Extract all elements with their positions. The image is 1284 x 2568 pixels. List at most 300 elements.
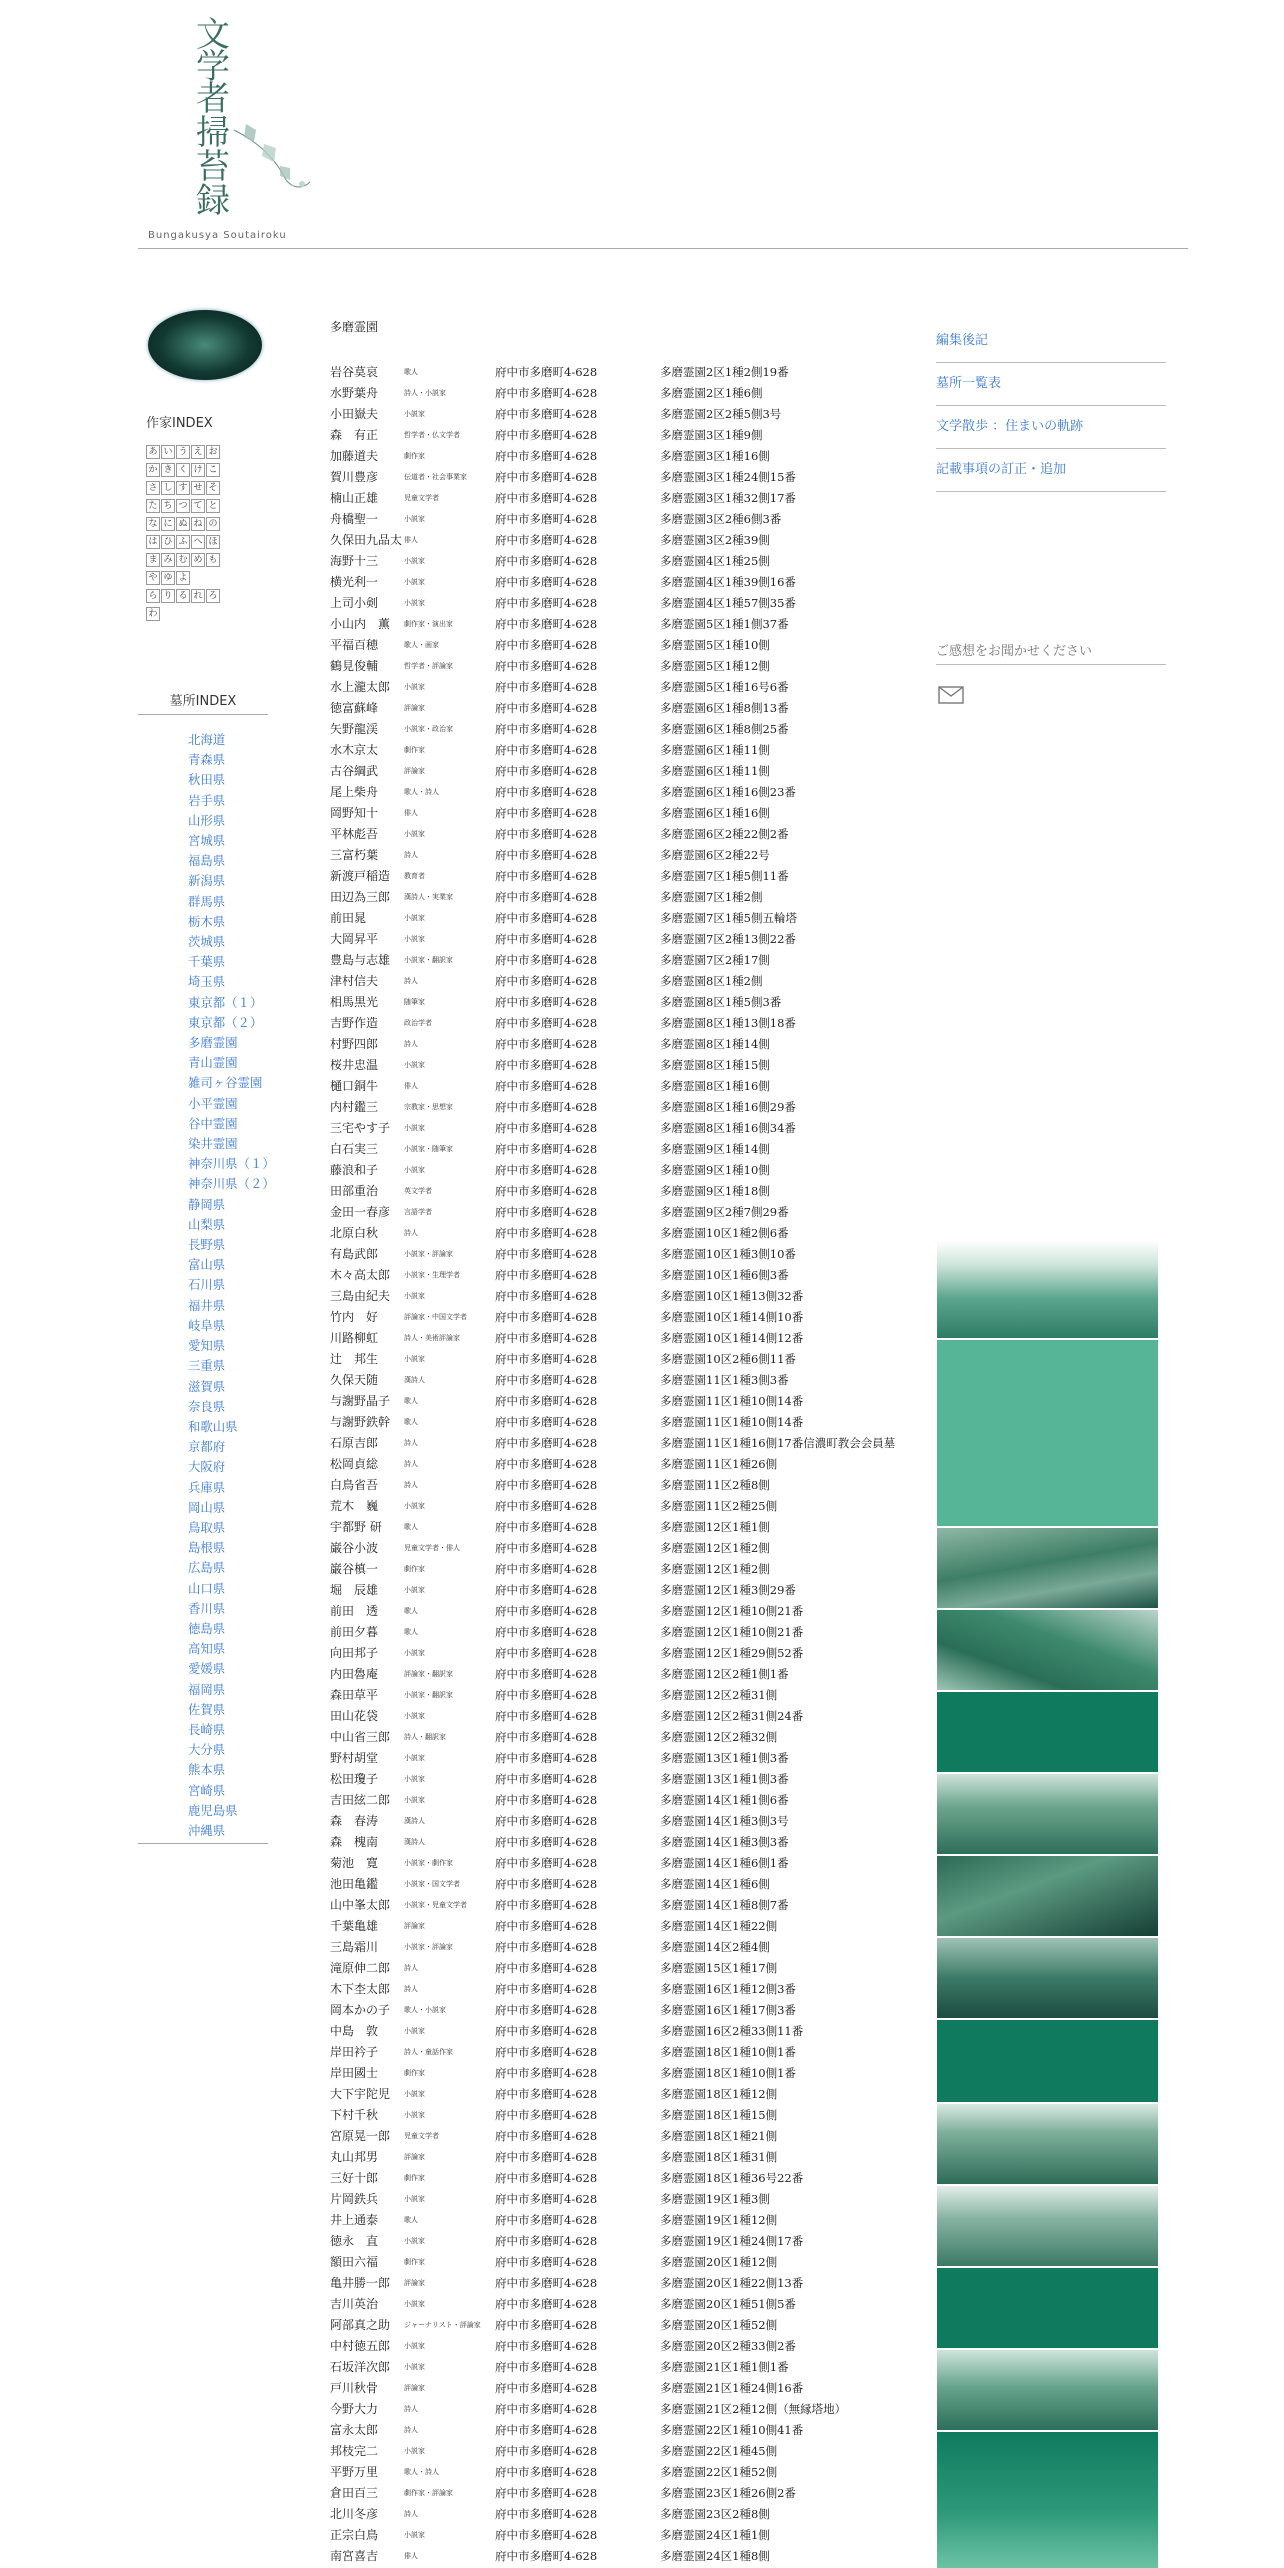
writer-occupation: 俳人: [404, 2552, 418, 2560]
writer-name-link[interactable]: 宇都野 研: [330, 1520, 382, 1534]
writer-name-link[interactable]: 前田夕暮: [330, 1625, 379, 1639]
grave-location: 多磨霊園10区1種14側10番: [660, 1310, 804, 1324]
prefecture-link[interactable]: 福岡県: [188, 1681, 226, 1697]
grave-address: 府中市多磨町4-628: [495, 2297, 598, 2311]
grave-address: 府中市多磨町4-628: [495, 1331, 598, 1345]
grave-location: 多磨霊園4区1種57側35番: [660, 596, 796, 610]
grave-location: 多磨霊園18区1種21側: [660, 2129, 778, 2143]
writer-name-link[interactable]: 荒木 巍: [330, 1499, 379, 1513]
writer-name-link[interactable]: 森 槐南: [330, 1835, 379, 1849]
writer-name-link[interactable]: 前田 透: [330, 1604, 379, 1618]
kana-index-link[interactable]: に: [161, 517, 175, 531]
prefecture-link[interactable]: 香川県: [188, 1600, 226, 1616]
kana-index-link[interactable]: お: [206, 445, 220, 459]
kana-index-link[interactable]: あ: [146, 445, 160, 459]
writer-name-link[interactable]: 樋口銅牛: [330, 1079, 379, 1093]
kana-index-link[interactable]: ね: [191, 517, 205, 531]
grave-address: 府中市多磨町4-628: [495, 2402, 598, 2416]
writer-name-link[interactable]: 戸川秋骨: [330, 2381, 379, 2395]
writer-name-link[interactable]: 岸田衿子: [330, 2045, 379, 2059]
writer-name-link[interactable]: 竹内 好: [330, 1310, 379, 1324]
writer-name-link[interactable]: 巌谷槙一: [330, 1562, 379, 1576]
writer-name-link[interactable]: 古谷綱武: [330, 764, 379, 778]
prefecture-link[interactable]: 千葉県: [188, 954, 226, 970]
kana-index-link[interactable]: ふ: [176, 535, 190, 549]
writer-name-link[interactable]: 村野四郎: [330, 1037, 379, 1051]
kana-row: [146, 499, 242, 513]
grave-location: 多磨霊園6区2種22号: [660, 848, 770, 862]
kana-index-link[interactable]: ら: [146, 589, 160, 603]
grave-address: 府中市多磨町4-628: [495, 1709, 598, 1723]
writer-name-link[interactable]: 小田嶽夫: [330, 407, 379, 421]
site-badge-image[interactable]: [148, 310, 262, 380]
grave-location: 多磨霊園21区2種12側（無縁塔地）: [660, 2402, 847, 2416]
writer-name-link[interactable]: 菊池 寛: [330, 1856, 379, 1870]
grave-location: 多磨霊園12区2種32側: [660, 1730, 778, 1744]
writer-occupation: 評論家: [404, 767, 425, 775]
writer-name-link[interactable]: 堀 辰雄: [330, 1583, 379, 1597]
tomb-index-divider: [138, 714, 268, 715]
kana-index-link[interactable]: み: [161, 553, 175, 567]
writer-name-link[interactable]: 木下杢太郎: [330, 1982, 391, 1996]
writer-occupation: 小説家: [404, 830, 425, 838]
kana-index-link[interactable]: し: [161, 481, 175, 495]
writer-name-link[interactable]: 久保田九品太: [330, 533, 403, 547]
writer-name-link[interactable]: 丸山邦男: [330, 2150, 379, 2164]
writer-name-link[interactable]: 大岡昇平: [330, 932, 379, 946]
kana-index-link[interactable]: へ: [191, 535, 205, 549]
writer-name-link[interactable]: 横光利一: [330, 575, 379, 589]
prefecture-link[interactable]: 和歌山県: [188, 1418, 238, 1434]
writer-name-link[interactable]: 桜井忠温: [330, 1058, 379, 1072]
writer-occupation: 歌人: [404, 1628, 418, 1636]
prefecture-link[interactable]: 奈良県: [188, 1398, 226, 1414]
writer-name-link[interactable]: 楠山正雄: [330, 491, 379, 505]
writer-name-link[interactable]: 井上通泰: [330, 2213, 379, 2227]
prefecture-link[interactable]: 多磨霊園: [188, 1035, 238, 1051]
kana-index-link[interactable]: よ: [176, 571, 190, 585]
writer-occupation: 小説家: [404, 2111, 425, 2119]
prefecture-link[interactable]: 京都府: [188, 1439, 226, 1455]
kana-index-link[interactable]: れ: [191, 589, 205, 603]
writer-name-link[interactable]: 津村信夫: [330, 974, 379, 988]
writer-name-link[interactable]: 水上瀧太郎: [330, 680, 391, 694]
grave-location: 多磨霊園14区2種4側: [660, 1940, 770, 1954]
prefecture-link[interactable]: 群馬県: [188, 893, 226, 909]
grave-address: 府中市多磨町4-628: [495, 1037, 598, 1051]
prefecture-link[interactable]: 小平霊園: [188, 1095, 238, 1111]
writer-name-link[interactable]: 海野十三: [330, 554, 379, 568]
writer-name-link[interactable]: 額田六福: [330, 2255, 379, 2269]
grave-address: 府中市多磨町4-628: [495, 617, 598, 631]
prefecture-link[interactable]: 東京都（２）: [188, 1014, 263, 1030]
writer-name-link[interactable]: 矢野龍渓: [330, 722, 379, 736]
writer-name-link[interactable]: 久保天随: [330, 1373, 379, 1387]
writer-name-link[interactable]: 野村胡堂: [330, 1751, 379, 1765]
prefecture-link[interactable]: 岩手県: [188, 792, 226, 808]
writer-occupation: 俳人: [404, 1082, 418, 1090]
grave-address: 府中市多磨町4-628: [495, 1562, 598, 1576]
grave-address: 府中市多磨町4-628: [495, 1226, 598, 1240]
prefecture-link[interactable]: 岡山県: [188, 1499, 226, 1515]
kana-index-link[interactable]: そ: [206, 481, 220, 495]
writer-occupation: 言語学者: [404, 1208, 432, 1216]
writer-name-link[interactable]: 南宮喜吉: [330, 2549, 379, 2563]
writer-occupation: 小説家: [404, 2090, 425, 2098]
writer-name-link[interactable]: 田山花袋: [330, 1709, 379, 1723]
writer-occupation: 小説家・評論家: [404, 1250, 453, 1258]
link-corrections[interactable]: 記載事項の訂正・追加: [936, 449, 1166, 492]
prefecture-link[interactable]: 鹿児島県: [188, 1802, 238, 1818]
grave-address: 府中市多磨町4-628: [495, 1856, 598, 1870]
writer-name-link[interactable]: 三好十郎: [330, 2171, 379, 2185]
writer-occupation: 小説家: [404, 1649, 425, 1657]
writer-name-link[interactable]: 平野万里: [330, 2465, 379, 2479]
writer-name-link[interactable]: 舟橋聖一: [330, 512, 379, 526]
writer-name-link[interactable]: 岩谷莫哀: [330, 365, 379, 379]
writer-name-link[interactable]: 田部重治: [330, 1184, 379, 1198]
kana-index-link[interactable]: む: [176, 553, 190, 567]
grave-address: 府中市多磨町4-628: [495, 1835, 598, 1849]
grave-location: 多磨霊園14区1種22側: [660, 1919, 778, 1933]
prefecture-link[interactable]: 青森県: [188, 752, 226, 768]
link-grave-list-table[interactable]: 墓所一覧表: [936, 363, 1166, 406]
grave-location: 多磨霊園9区1種10側: [660, 1163, 770, 1177]
kana-index-link[interactable]: え: [191, 445, 205, 459]
writer-name-link[interactable]: 三宅やす子: [330, 1121, 391, 1135]
accent-panel: [937, 1692, 1158, 1772]
kana-index-link[interactable]: せ: [191, 481, 205, 495]
grave-address: 府中市多磨町4-628: [495, 533, 598, 547]
writer-name-link[interactable]: 賀川豊彦: [330, 470, 379, 484]
prefecture-link[interactable]: 長崎県: [188, 1721, 226, 1737]
kana-index-link[interactable]: ゆ: [161, 571, 175, 585]
kana-index-link[interactable]: き: [161, 463, 175, 477]
grave-location: 多磨霊園8区1種16側29番: [660, 1100, 796, 1114]
grave-location: 多磨霊園20区1種22側13番: [660, 2276, 804, 2290]
writer-name-link[interactable]: 巌谷小波: [330, 1541, 379, 1555]
grave-location: 多磨霊園7区1種2側: [660, 890, 763, 904]
kana-index-link[interactable]: う: [176, 445, 190, 459]
prefecture-link[interactable]: 愛知県: [188, 1338, 226, 1354]
prefecture-link[interactable]: 徳島県: [188, 1620, 226, 1636]
writer-name-link[interactable]: 北原白秋: [330, 1226, 379, 1240]
kana-index-link[interactable]: ち: [161, 499, 175, 513]
site-logo[interactable]: [138, 15, 318, 241]
prefecture-link[interactable]: 滋賀県: [188, 1378, 226, 1394]
writer-name-link[interactable]: 大下宇陀児: [330, 2087, 391, 2101]
writer-name-link[interactable]: 三島由紀夫: [330, 1289, 391, 1303]
grave-address: 府中市多磨町4-628: [495, 2087, 598, 2101]
writer-name-link[interactable]: 向田邦子: [330, 1646, 379, 1660]
writer-name-link[interactable]: 藤浪和子: [330, 1163, 379, 1177]
prefecture-link[interactable]: 広島県: [188, 1560, 226, 1576]
writer-name-link[interactable]: 平福百穂: [330, 638, 379, 652]
writer-name-link[interactable]: 平林彪吾: [330, 827, 379, 841]
grave-address: 府中市多磨町4-628: [495, 1289, 598, 1303]
kana-index-link[interactable]: ろ: [206, 589, 220, 603]
writer-occupation: 評論家: [404, 2384, 425, 2392]
writer-name-link[interactable]: 今野大力: [330, 2402, 379, 2416]
prefecture-link[interactable]: 北海道: [188, 732, 226, 747]
grave-address: 府中市多磨町4-628: [495, 2171, 598, 2185]
writer-name-link[interactable]: 前田晁: [330, 911, 367, 925]
writer-name-link[interactable]: 中島 敦: [330, 2024, 379, 2038]
prefecture-link[interactable]: 静岡県: [188, 1196, 226, 1212]
grave-address: 府中市多磨町4-628: [495, 449, 598, 463]
prefecture-link[interactable]: 谷中霊園: [188, 1115, 238, 1131]
writer-name-link[interactable]: 鶴見俊輔: [330, 659, 379, 673]
grave-location: 多磨霊園8区1種16側: [660, 1079, 770, 1093]
writer-name-link[interactable]: 与謝野鉄幹: [330, 1415, 391, 1429]
grave-location: 多磨霊園12区2種31側24番: [660, 1709, 804, 1723]
grave-location: 多磨霊園5区1種1側37番: [660, 617, 789, 631]
prefecture-link[interactable]: 染井霊園: [188, 1136, 238, 1152]
writer-name-link[interactable]: 正宗白鳥: [330, 2528, 379, 2542]
grave-address: 府中市多磨町4-628: [495, 1751, 598, 1765]
prefecture-link[interactable]: 高知県: [188, 1641, 226, 1657]
writer-name-link[interactable]: 森 有正: [330, 428, 379, 442]
link-literary-walk[interactable]: 文学散歩 ：住まいの軌跡: [936, 406, 1166, 449]
prefecture-link[interactable]: 山口県: [188, 1580, 226, 1596]
prefecture-link[interactable]: 福井県: [188, 1297, 226, 1313]
kana-index-link[interactable]: め: [191, 553, 205, 567]
writer-name-link[interactable]: 小山内 薫: [330, 617, 391, 631]
writer-name-link[interactable]: 森田草平: [330, 1688, 379, 1702]
kana-index-link[interactable]: い: [161, 445, 175, 459]
writer-name-link[interactable]: 倉田百三: [330, 2486, 379, 2500]
writer-name-link[interactable]: 岡野知十: [330, 806, 379, 820]
grave-address: 府中市多磨町4-628: [495, 2213, 598, 2227]
writer-name-link[interactable]: 尾上柴舟: [330, 785, 379, 799]
writer-name-link[interactable]: 川路柳虹: [330, 1331, 379, 1345]
writer-name-link[interactable]: 豊島与志雄: [330, 953, 391, 967]
writer-name-link[interactable]: 石原吉郎: [330, 1436, 379, 1450]
prefecture-link[interactable]: 東京都（１）: [188, 994, 263, 1010]
kana-index-link[interactable]: ひ: [161, 535, 175, 549]
writer-name-link[interactable]: 中山省三郎: [330, 1730, 391, 1744]
prefecture-link[interactable]: 山形県: [188, 812, 226, 828]
kana-index-link[interactable]: ま: [146, 553, 160, 567]
writer-occupation: 小説家: [404, 599, 425, 607]
site-header: [138, 0, 1188, 250]
writer-name-link[interactable]: 徳永 直: [330, 2234, 379, 2248]
kana-index-link[interactable]: ほ: [206, 535, 220, 549]
grave-address: 府中市多磨町4-628: [495, 2150, 598, 2164]
grave-location: 多磨霊園7区2種17側: [660, 953, 770, 967]
grave-address: 府中市多磨町4-628: [495, 701, 598, 715]
writer-occupation: 漢詩人: [404, 1817, 425, 1825]
grave-address: 府中市多磨町4-628: [495, 1310, 598, 1324]
writer-occupation: 児童文学者・俳人: [404, 1544, 460, 1552]
prefecture-link[interactable]: 兵庫県: [188, 1479, 226, 1495]
kana-index-link[interactable]: つ: [176, 499, 190, 513]
grave-location: 多磨霊園12区1種2側: [660, 1541, 770, 1555]
kana-index-link[interactable]: と: [206, 499, 220, 513]
grave-location: 多磨霊園10区2種6側11番: [660, 1352, 796, 1366]
writer-name-link[interactable]: 松田瓊子: [330, 1772, 379, 1786]
prefecture-link[interactable]: 沖縄県: [188, 1822, 226, 1838]
writer-name-link[interactable]: 新渡戸稲造: [330, 869, 391, 883]
writer-name-link[interactable]: 亀井勝一郎: [330, 2276, 391, 2290]
writer-occupation: 漢詩人・実業家: [404, 893, 453, 901]
grave-location: 多磨霊園19区1種3側: [660, 2192, 770, 2206]
kana-index-link[interactable]: け: [191, 463, 205, 477]
prefecture-link[interactable]: 青山霊園: [188, 1055, 238, 1071]
writer-name-link[interactable]: 内田魯庵: [330, 1667, 379, 1681]
prefecture-link[interactable]: 三重県: [188, 1358, 226, 1374]
kana-index-link[interactable]: こ: [206, 463, 220, 477]
writer-name-link[interactable]: 片岡鉄兵: [330, 2192, 379, 2206]
writer-occupation: 小説家: [404, 2447, 425, 2455]
prefecture-link[interactable]: 鳥取県: [188, 1519, 226, 1535]
link-editors-note[interactable]: 編集後記: [936, 320, 1166, 363]
grave-address: 府中市多磨町4-628: [495, 1163, 598, 1177]
prefecture-link[interactable]: 宮城県: [188, 833, 226, 849]
prefecture-link[interactable]: 石川県: [188, 1277, 226, 1293]
kana-index-link[interactable]: て: [191, 499, 205, 513]
kana-index-link[interactable]: や: [146, 571, 160, 585]
writer-name-link[interactable]: 吉川英治: [330, 2297, 379, 2311]
writer-name-link[interactable]: 松岡貞総: [330, 1457, 379, 1471]
writer-name-link[interactable]: 宮原晃一郎: [330, 2129, 391, 2143]
writer-name-link[interactable]: 池田亀鑑: [330, 1877, 379, 1891]
grave-location: 多磨霊園19区1種24側17番: [660, 2234, 804, 2248]
grave-address: 府中市多磨町4-628: [495, 428, 598, 442]
prefecture-link[interactable]: 茨城県: [188, 934, 226, 950]
grave-address: 府中市多磨町4-628: [495, 2549, 598, 2563]
kana-row: [146, 481, 242, 495]
grave-location: 多磨霊園11区1種26側: [660, 1457, 778, 1471]
accent-panel: [937, 2432, 1158, 2568]
writer-occupation: 小説家・随筆家: [404, 1145, 453, 1153]
grave-location: 多磨霊園14区1種8側7番: [660, 1898, 789, 1912]
writer-name-link[interactable]: 水木京太: [330, 743, 379, 757]
kana-index-link[interactable]: す: [176, 481, 190, 495]
grave-location: 多磨霊園14区1種6側1番: [660, 1856, 789, 1870]
writer-name-link[interactable]: 阿部真之助: [330, 2318, 391, 2332]
writer-name-link[interactable]: 滝原伸二郎: [330, 1961, 391, 1975]
prefecture-link[interactable]: 栃木県: [188, 913, 226, 929]
writer-name-link[interactable]: 吉野作造: [330, 1016, 379, 1030]
writer-occupation: 小説家・児童文学者: [404, 1901, 467, 1909]
writer-occupation: 詩人: [404, 2405, 418, 2413]
writer-name-link[interactable]: 石坂洋次郎: [330, 2360, 391, 2374]
prefecture-link[interactable]: 愛媛県: [188, 1661, 226, 1677]
writer-name-link[interactable]: 上司小剣: [330, 596, 379, 610]
writer-name-link[interactable]: 森 春涛: [330, 1814, 379, 1828]
prefecture-link[interactable]: 大分県: [188, 1742, 226, 1758]
kana-index-link[interactable]: る: [176, 589, 190, 603]
grave-location: 多磨霊園18区1種10側1番: [660, 2045, 796, 2059]
grave-location: 多磨霊園10区1種14側12番: [660, 1331, 804, 1345]
writer-name-link[interactable]: 有島武郎: [330, 1247, 379, 1261]
prefecture-link[interactable]: 秋田県: [188, 772, 226, 788]
kana-index-link[interactable]: は: [146, 535, 160, 549]
writer-name-link[interactable]: 水野葉舟: [330, 386, 379, 400]
prefecture-link[interactable]: 雑司ヶ谷霊園: [188, 1075, 263, 1091]
writer-name-link[interactable]: 田辺為三郎: [330, 890, 391, 904]
writer-name-link[interactable]: 邦枝完二: [330, 2444, 379, 2458]
kana-index-link[interactable]: の: [206, 517, 220, 531]
writer-name-link[interactable]: 辻 邦生: [330, 1352, 379, 1366]
writer-name-link[interactable]: 三島霜川: [330, 1940, 379, 1954]
kana-index-link[interactable]: わ: [146, 607, 160, 621]
kana-index-link[interactable]: ぬ: [176, 517, 190, 531]
kana-index-link[interactable]: な: [146, 517, 160, 531]
grave-address: 府中市多磨町4-628: [495, 365, 598, 379]
kana-index-link[interactable]: り: [161, 589, 175, 603]
grave-location: 多磨霊園8区1種14側: [660, 1037, 770, 1051]
writer-occupation: 教育者: [404, 872, 425, 880]
kana-index-link[interactable]: た: [146, 499, 160, 513]
kana-index-link[interactable]: さ: [146, 481, 160, 495]
writer-occupation: 小説家・政治家: [404, 725, 453, 733]
prefecture-link[interactable]: 山梨県: [188, 1216, 226, 1232]
writer-name-link[interactable]: 与謝野晶子: [330, 1394, 391, 1408]
grave-location: 多磨霊園5区1種12側: [660, 659, 770, 673]
writer-name-link[interactable]: 白石実三: [330, 1142, 379, 1156]
prefecture-link[interactable]: 長野県: [188, 1237, 226, 1253]
writer-name-link[interactable]: 下村千秋: [330, 2108, 379, 2122]
writer-name-link[interactable]: 岸田國士: [330, 2066, 379, 2080]
writer-name-link[interactable]: 吉田絃二郎: [330, 1793, 391, 1807]
grave-address: 府中市多磨町4-628: [495, 470, 598, 484]
writer-name-link[interactable]: 白鳥省吾: [330, 1478, 379, 1492]
writer-occupation: 歌人: [404, 1523, 418, 1531]
writer-occupation: 小説家: [404, 2342, 425, 2350]
mail-icon[interactable]: [938, 686, 964, 704]
writer-name-link[interactable]: 木々高太郎: [330, 1268, 391, 1282]
writer-name-link[interactable]: 山中峯太郎: [330, 1898, 391, 1912]
prefecture-link[interactable]: 熊本県: [188, 1762, 226, 1778]
writer-name-link[interactable]: 相馬黒光: [330, 995, 379, 1009]
prefecture-link[interactable]: 神奈川県（２）: [188, 1176, 275, 1192]
cemetery-photo: [937, 1610, 1158, 1690]
grave-location: 多磨霊園14区1種6側: [660, 1877, 770, 1891]
grave-location: 多磨霊園11区1種10側14番: [660, 1394, 804, 1408]
writer-occupation: 小説家: [404, 2027, 425, 2035]
writer-name-link[interactable]: 内村鑑三: [330, 1100, 379, 1114]
prefecture-link[interactable]: 島根県: [188, 1540, 226, 1556]
writer-name-link[interactable]: 北川冬彦: [330, 2507, 379, 2521]
prefecture-link[interactable]: 福島県: [188, 853, 226, 869]
writer-name-link[interactable]: 中村徳五郎: [330, 2339, 391, 2353]
writer-name-link[interactable]: 加藤道夫: [330, 449, 379, 463]
prefecture-link[interactable]: 富山県: [188, 1257, 226, 1273]
kana-index-link[interactable]: も: [206, 553, 220, 567]
prefecture-link[interactable]: 埼玉県: [188, 974, 226, 990]
writer-name-link[interactable]: 徳富蘇峰: [330, 701, 379, 715]
kana-index-link[interactable]: か: [146, 463, 160, 477]
prefecture-link[interactable]: 宮崎県: [188, 1782, 226, 1798]
grave-location: 多磨霊園16区2種33側11番: [660, 2024, 804, 2038]
prefecture-link[interactable]: 大阪府: [188, 1459, 226, 1475]
writer-name-link[interactable]: 岡本かの子: [330, 2003, 391, 2017]
prefecture-link[interactable]: 岐阜県: [188, 1317, 226, 1333]
grave-location: 多磨霊園6区1種11側: [660, 743, 770, 757]
grave-address: 府中市多磨町4-628: [495, 974, 598, 988]
prefecture-link[interactable]: 佐賀県: [188, 1701, 226, 1717]
writer-name-link[interactable]: 富永太郎: [330, 2423, 379, 2437]
writer-name-link[interactable]: 千葉亀雄: [330, 1919, 379, 1933]
prefecture-link[interactable]: 神奈川県（１）: [188, 1156, 275, 1172]
grave-address: 府中市多磨町4-628: [495, 1688, 598, 1702]
writer-name-link[interactable]: 金田一春彦: [330, 1205, 391, 1219]
writer-name-link[interactable]: 三富朽葉: [330, 848, 379, 862]
prefecture-link[interactable]: 新潟県: [188, 873, 226, 889]
kana-index-link[interactable]: く: [176, 463, 190, 477]
